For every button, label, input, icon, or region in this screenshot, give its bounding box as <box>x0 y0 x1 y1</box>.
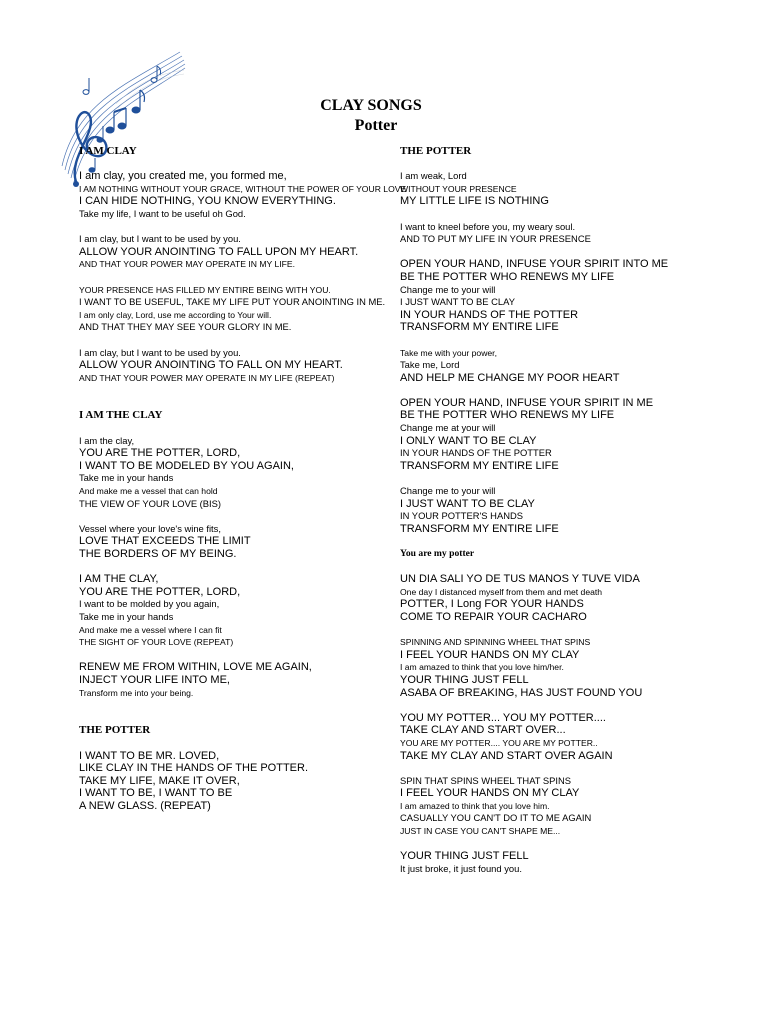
lyric-line: It just broke, it just found you. <box>400 862 522 874</box>
lyric-line: TRANSFORM MY ENTIRE LIFE <box>400 522 559 535</box>
lyric-line: BE THE POTTER WHO RENEWS MY LIFE <box>400 270 615 283</box>
stanza-gap <box>79 649 409 662</box>
document-title-block <box>0 96 768 136</box>
lyric-line: ALLOW YOUR ANOINTING TO FALL ON MY HEART. <box>79 359 343 372</box>
lyric-line: YOUR THING JUST FELL <box>400 850 529 863</box>
lyric-line: Change me at your will <box>400 422 496 434</box>
lyric-line: SPINNING AND SPINNING WHEEL THAT SPINS <box>400 637 591 648</box>
song-heading: THE POTTER <box>79 724 151 737</box>
song-heading: THE POTTER <box>400 145 472 157</box>
stanza-gap <box>400 384 700 397</box>
lyric-line: Take me, Lord <box>400 359 460 371</box>
lyric-line: OPEN YOUR HAND, INFUSE YOUR SPIRIT IN ME <box>400 396 654 409</box>
song-heading: I AM THE CLAY <box>79 409 163 422</box>
lyric-line: AND TO PUT MY LIFE IN YOUR PRESENCE <box>400 233 591 245</box>
lyric-line: IN YOUR HANDS OF THE POTTER <box>400 447 552 459</box>
lyric-line: I AM THE CLAY, <box>79 573 159 586</box>
lyric-line: I am amazed to think that you love him. <box>400 800 550 811</box>
lyric-line: I am clay, but I want to be used by you. <box>79 346 241 358</box>
lyric-line: And make me a vessel where I can fit <box>79 624 222 635</box>
lyric-line: I am weak, Lord <box>400 170 467 182</box>
lyric-line: TAKE MY LIFE, MAKE IT OVER, <box>79 774 240 787</box>
stanza-gap <box>79 737 409 750</box>
lyric-line: POTTER, I Long FOR YOUR HANDS <box>400 598 584 611</box>
lyric-line: Take my life, I want to be useful oh God. <box>79 207 246 219</box>
song-heading: You are my potter <box>400 548 475 559</box>
lyric-line: UN DIA SALI YO DE TUS MANOS Y TUVE VIDA <box>400 573 640 586</box>
lyric-line: RENEW ME FROM WITHIN, LOVE ME AGAIN, <box>79 661 312 674</box>
stanza-gap <box>79 510 409 523</box>
lyric-line: TAKE MY CLAY AND START OVER AGAIN <box>400 749 613 762</box>
lyric-line: I ONLY WANT TO BE CLAY <box>400 434 537 447</box>
stanza-gap <box>400 535 700 548</box>
lyric-line: ASABA OF BREAKING, HAS JUST FOUND YOU <box>400 686 643 699</box>
lyric-line: LIKE CLAY IN THE HANDS OF THE POTTER. <box>79 762 309 775</box>
lyric-line: AND HELP ME CHANGE MY POOR HEART <box>400 371 620 384</box>
lyric-line: AND THAT YOUR POWER MAY OPERATE IN MY LIFE. <box>79 259 295 270</box>
lyric-line: YOUR PRESENCE HAS FILLED MY ENTIRE BEING WITH YOU. <box>79 284 331 295</box>
stanza-gap <box>79 712 409 725</box>
document-subtitle: Potter <box>354 117 398 134</box>
lyric-line: Change me to your will <box>400 485 496 497</box>
lyric-line: SPIN THAT SPINS WHEEL THAT SPINS <box>400 774 572 786</box>
stanza-gap <box>400 561 700 574</box>
lyric-line: I FEEL YOUR HANDS ON MY CLAY <box>400 648 580 661</box>
lyric-line: WITHOUT YOUR PRESENCE <box>400 183 517 194</box>
document-title: CLAY SONGS <box>320 97 422 114</box>
stanza-gap <box>79 422 409 435</box>
lyric-line: BE THE POTTER WHO RENEWS MY LIFE <box>400 409 615 422</box>
lyric-line: I AM NOTHING WITHOUT YOUR GRACE, WITHOUT THE POWER OF YOUR LOVE <box>79 183 407 194</box>
stanza-gap <box>79 699 409 712</box>
lyric-line: I CAN HIDE NOTHING, YOU KNOW EVERYTHING. <box>79 195 336 208</box>
stanza-gap <box>79 561 409 574</box>
lyric-line: THE BORDERS OF MY BEING. <box>79 548 237 560</box>
lyric-line: ALLOW YOUR ANOINTING TO FALL UPON MY HEART. <box>79 245 359 258</box>
lyric-line: I want to be molded by you again, <box>79 598 220 610</box>
lyric-line: AND THAT YOUR POWER MAY OPERATE IN MY LIFE (REPEAT) <box>79 372 335 383</box>
lyric-line: I WANT TO BE MR. LOVED, <box>79 749 220 762</box>
lyric-line: CASUALLY YOU CAN'T DO IT TO ME AGAIN <box>400 812 592 824</box>
stanza-gap <box>400 334 700 347</box>
stanza-gap <box>400 158 700 171</box>
stanza-gap <box>79 384 409 397</box>
lyric-line: THE SIGHT OF YOUR LOVE (REPEAT) <box>79 637 234 648</box>
lyric-line: THE VIEW OF YOUR LOVE (BIS) <box>79 497 222 509</box>
lyric-line: YOU ARE THE POTTER, LORD, <box>79 585 241 598</box>
lyric-line: OPEN YOUR HAND, INFUSE YOUR SPIRIT INTO ME <box>400 258 669 271</box>
lyric-line: Take me in your hands <box>79 610 174 622</box>
lyric-line: I am the clay, <box>79 434 135 446</box>
lyric-line: INJECT YOUR LIFE INTO ME, <box>79 673 230 686</box>
lyric-line: TRANSFORM MY ENTIRE LIFE <box>400 321 559 334</box>
lyric-line: AND THAT THEY MAY SEE YOUR GLORY IN ME. <box>79 321 292 333</box>
lyric-line: IN YOUR HANDS OF THE POTTER <box>400 308 579 321</box>
stanza-gap <box>79 221 409 234</box>
lyric-line: COME TO REPAIR YOUR CACHARO <box>400 610 587 623</box>
lyric-line: A NEW GLASS. (REPEAT) <box>79 799 211 812</box>
lyric-line: Transform me into your being. <box>79 687 194 698</box>
stanza-gap <box>400 472 700 485</box>
lyric-line: MY LITTLE LIFE IS NOTHING <box>400 195 549 208</box>
stanza-gap <box>79 271 409 284</box>
stanza-gap <box>79 397 409 410</box>
stanza-gap <box>400 208 700 221</box>
stanza-gap <box>79 158 409 171</box>
lyric-line: I WANT TO BE, I WANT TO BE <box>79 787 233 800</box>
lyric-line: JUST IN CASE YOU CAN'T SHAPE ME... <box>400 826 561 837</box>
stanza-gap <box>400 246 700 259</box>
lyric-line: I want to kneel before you, my weary soul. <box>400 220 576 232</box>
lyric-line: I am clay, but I want to be used by you. <box>79 233 241 245</box>
lyric-line: TAKE CLAY AND START OVER... <box>400 724 566 737</box>
lyric-line: I JUST WANT TO BE CLAY <box>400 497 535 510</box>
lyric-line: I am only clay, Lord, use me according to Your will. <box>79 309 272 320</box>
stanza-gap <box>400 624 700 637</box>
lyric-line: YOUR THING JUST FELL <box>400 673 529 686</box>
stanza-gap <box>400 699 700 712</box>
stanza-gap <box>400 838 700 851</box>
lyric-line: I WANT TO BE USEFUL, TAKE MY LIFE PUT YOUR ANOINTING IN ME. <box>79 296 386 308</box>
lyric-line: I JUST WANT TO BE CLAY <box>400 296 515 308</box>
lyric-line: YOU MY POTTER... YOU MY POTTER.... <box>400 711 606 724</box>
lyric-line: IN YOUR POTTER'S HANDS <box>400 510 523 522</box>
stanza-gap <box>79 334 409 347</box>
lyric-line: Vessel where your love's wine fits, <box>79 522 221 534</box>
song-heading: I AM CLAY <box>79 145 137 157</box>
lyric-line: YOU ARE THE POTTER, LORD, <box>79 447 241 460</box>
lyric-line: One day I distanced myself from them and met death <box>400 586 603 597</box>
lyric-line: And make me a vessel that can hold <box>79 486 218 497</box>
lyric-line: Change me to your will <box>400 283 496 295</box>
left-column-lyrics <box>79 145 409 812</box>
lyric-line: Take me with your power, <box>400 347 497 358</box>
lyric-line: I WANT TO BE MODELED BY YOU AGAIN, <box>79 459 294 472</box>
lyric-line: I FEEL YOUR HANDS ON MY CLAY <box>400 787 580 800</box>
lyric-line: I am amazed to think that you love him/her. <box>400 662 564 673</box>
lyric-line: LOVE THAT EXCEEDS THE LIMIT <box>79 535 251 548</box>
lyric-line: I am clay, you created me, you formed me, <box>79 170 287 183</box>
right-column-lyrics <box>400 145 700 875</box>
stanza-gap <box>400 762 700 775</box>
lyric-line: TRANSFORM MY ENTIRE LIFE <box>400 459 559 472</box>
lyric-line: YOU ARE MY POTTER.... YOU ARE MY POTTER.. <box>400 737 598 748</box>
lyric-line: Take me in your hands <box>79 472 174 484</box>
